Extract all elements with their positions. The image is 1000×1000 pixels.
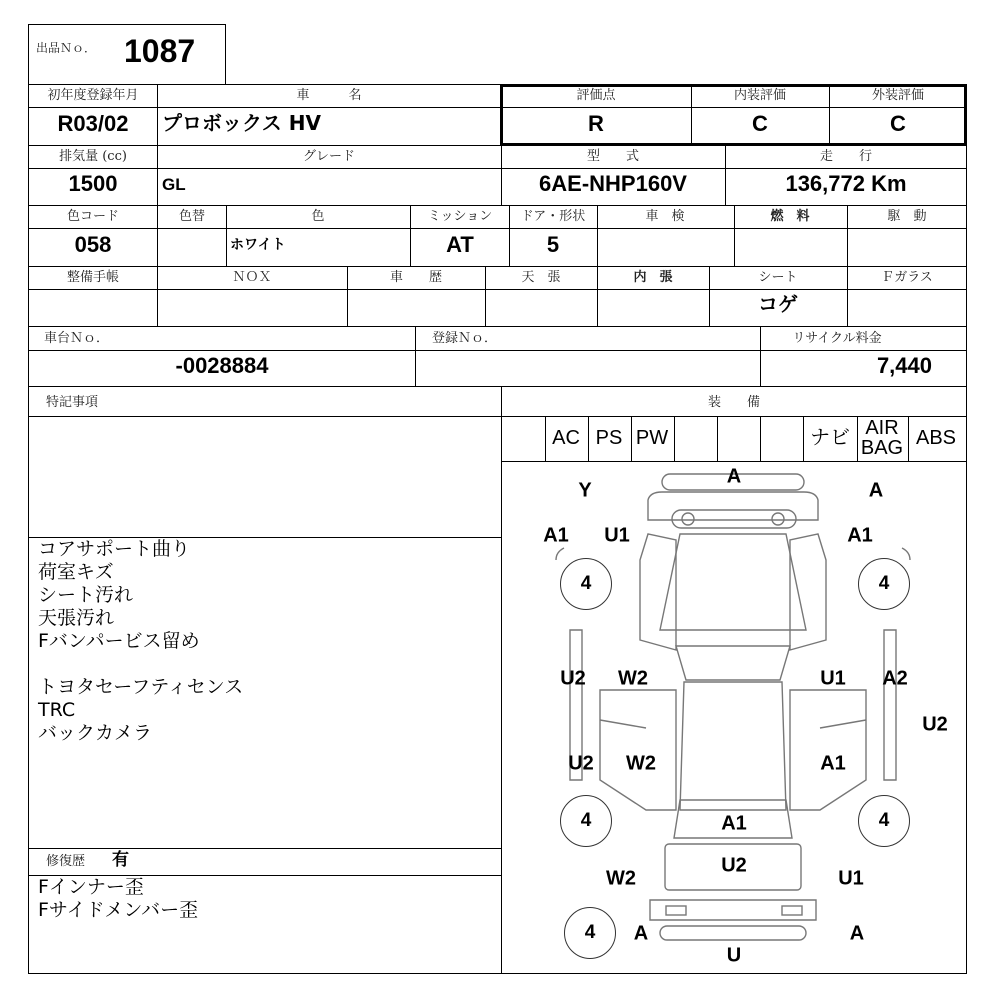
car-name-label: 車 名 <box>296 88 362 103</box>
damage-mark: U1 <box>838 867 864 890</box>
seat-label: シート <box>758 270 798 285</box>
damage-mark: Y <box>578 479 592 502</box>
maintenance-book-label: 整備手帳 <box>66 270 120 285</box>
mileage: 136,772 Km <box>785 171 907 196</box>
color-change-label: 色替 <box>178 209 206 224</box>
inspection-label: 車 検 <box>645 209 685 224</box>
damage-mark: A <box>849 922 865 945</box>
lot-number: 1087 <box>124 33 196 69</box>
model-code: 6AE-NHP160V <box>539 171 687 196</box>
mission: AT <box>446 232 474 257</box>
remarks-line: TRC <box>38 699 76 721</box>
first-registration: R03/02 <box>57 111 129 136</box>
remarks-line: 荷室キズ <box>38 561 114 583</box>
wheel-front-right: 4 <box>858 558 910 610</box>
recycle-fee-label: リサイクル料金 <box>792 331 882 346</box>
repair-list <box>38 876 198 922</box>
remarks-line: コアサポート曲り <box>38 538 191 560</box>
repair-line: Fインナー歪 <box>38 876 144 898</box>
damage-mark: U2 <box>568 752 594 775</box>
chassis-number-label: 車台Ｎｏ． <box>44 331 110 346</box>
damage-mark: U1 <box>820 667 846 690</box>
remarks-list <box>38 538 243 745</box>
remarks-line <box>38 653 243 676</box>
chassis-number: -0028884 <box>175 353 269 378</box>
damage-mark: A <box>633 922 649 945</box>
equipment-item-navi: ナビ <box>810 427 850 449</box>
damage-mark: A1 <box>820 752 846 775</box>
car-name: プロボックス HV <box>162 111 321 135</box>
remarks-line: バックカメラ <box>38 722 153 744</box>
inner-panel-label: 内 張 <box>633 270 673 285</box>
score: R <box>588 111 604 136</box>
damage-mark: A1 <box>721 812 747 835</box>
damage-mark: A1 <box>847 524 873 547</box>
wheel-spare: 4 <box>564 907 616 959</box>
seat: コゲ <box>758 292 798 316</box>
equipment-item-ac: AC <box>552 427 580 449</box>
model-code-label: 型 式 <box>586 149 640 164</box>
first-registration-label: 初年度登録年月 <box>47 88 139 103</box>
registration-number-label: 登録Ｎｏ． <box>432 331 498 346</box>
color: ホワイト <box>230 237 286 253</box>
mileage-label: 走 行 <box>819 149 873 164</box>
remarks-label: 特記事項 <box>46 395 99 410</box>
damage-mark: U2 <box>922 713 948 736</box>
grade-label: グレード <box>302 149 356 164</box>
equipment-item-abs: ABS <box>915 427 957 449</box>
front-glass-label: Ｆガラス <box>881 270 933 285</box>
inspection-sheet <box>28 84 967 974</box>
nox-label: ＮＯＸ <box>232 270 272 285</box>
repair-line: Fサイドメンバー歪 <box>38 899 199 921</box>
remarks-line: トヨタセーフティセンス <box>38 676 244 698</box>
wheel-front-left: 4 <box>560 558 612 610</box>
wheel-rear-right: 4 <box>858 795 910 847</box>
equipment-item-pw: PW <box>635 427 669 449</box>
remarks-line: シート汚れ <box>38 584 134 606</box>
headliner-label: 天 張 <box>521 270 561 285</box>
repair-history-value: 有 <box>112 850 129 870</box>
wheel-rear-left: 4 <box>560 795 612 847</box>
equipment-item-airbag: AIR BAG <box>860 417 904 459</box>
equipment-item-ps: PS <box>595 427 623 449</box>
equipment-label: 装 備 <box>707 395 761 410</box>
grade: GL <box>162 175 186 194</box>
recycle-fee: 7,440 <box>876 353 932 378</box>
displacement-label: 排気量 (cc) <box>59 149 127 164</box>
drive-label: 駆 動 <box>887 209 927 224</box>
damage-mark: A1 <box>543 524 569 547</box>
vehicle-history-label: 車 歴 <box>389 270 443 285</box>
damage-mark: U2 <box>560 667 586 690</box>
displacement: 1500 <box>68 171 118 196</box>
interior-grade: C <box>752 111 768 136</box>
damage-mark: U <box>726 944 742 967</box>
exterior-grade-label: 外装評価 <box>871 88 925 103</box>
remarks-line: Fバンパービス留め <box>38 630 200 652</box>
mission-label: ミッション <box>427 209 493 224</box>
damage-mark: U2 <box>721 854 747 877</box>
color-code-label: 色コード <box>66 209 120 224</box>
color-label: 色 <box>311 209 325 224</box>
damage-mark: W2 <box>606 867 636 890</box>
interior-grade-label: 内装評価 <box>733 88 787 103</box>
remarks-line: 天張汚れ <box>38 607 115 629</box>
door: 5 <box>546 232 560 257</box>
damage-mark: A <box>868 479 884 502</box>
repair-history-label: 修復歴 <box>46 854 86 869</box>
damage-mark: W2 <box>626 752 656 775</box>
fuel-label: 燃 料 <box>770 209 810 224</box>
score-label: 評価点 <box>576 88 616 103</box>
damage-mark: A2 <box>882 667 908 690</box>
lot-number-label: 出品Ｎｏ． <box>36 41 97 55</box>
color-code: 058 <box>74 232 112 257</box>
damage-mark: W2 <box>618 667 648 690</box>
exterior-grade: C <box>890 111 906 136</box>
damage-mark: A <box>726 465 742 488</box>
damage-mark: U1 <box>604 524 630 547</box>
door-label: ドア・形状 <box>520 209 586 224</box>
